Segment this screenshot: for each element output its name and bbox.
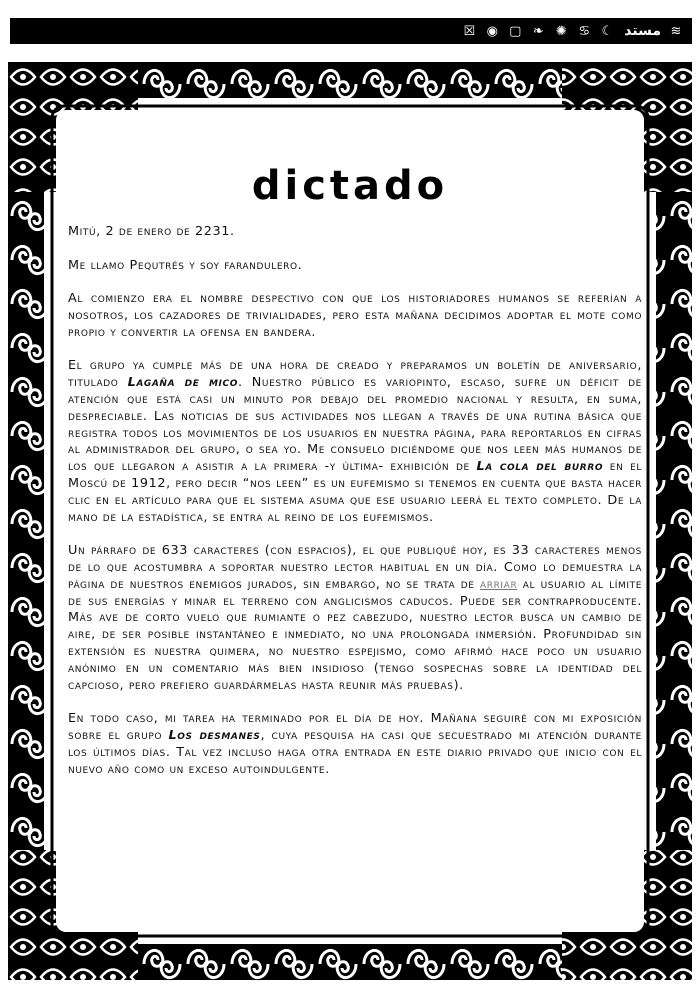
- page-title: dictado: [251, 163, 449, 209]
- arriar-link[interactable]: arriar: [479, 576, 518, 592]
- paragraph-3-text: al usuario al límite de sus energías y minar el terreno con anglicismos caducos. Puede ser contraproducente. Más ave de corto vuelo que rumiante o pez cabezudo, nuestro lector busca un cambio de aire, de ser posible instantáneo e inmediato, no una prolongada inmersión. Profundidad sin extensión es nuestra quimera, no nuestro espejismo, como afirmó hace poco un usuario anónimo en un comentario más bien insidioso (tengo sospechas sobre la identidad del capcioso, pero prefiero guardármelas hasta reunir más pruebas).: [68, 576, 642, 693]
- menu-icon[interactable]: ≋: [670, 23, 682, 39]
- date-line: Mitú, 2 de enero de 2231.: [68, 224, 235, 239]
- top-toolbar: [10, 18, 692, 44]
- paragraph-2-text: . Nuestro público es variopinto, escaso, sufre un déficit de atención que está casi un minuto por debajo del promedio nacional y resulta, en suma, despreciable. Las noticias de sus actividades nos llegan a través de una rutina básica que registra todos los movimientos de los usuarios en nuestra página, para reportarlos en cifras al administrador del grupo, o sea yo. Me consuelo diciéndome que nos leen más humanos de los que llegaron a asistir a la primera -y última- exhibición de: [68, 375, 642, 475]
- cancer-icon[interactable]: ♋: [578, 23, 591, 39]
- eye-icon[interactable]: ◉: [486, 23, 498, 39]
- page-icon[interactable]: ▢: [509, 23, 522, 39]
- bulletin-title: Lagaña de mico: [127, 375, 238, 391]
- paragraph-4: [68, 711, 642, 778]
- intro-paragraph: Me llamo Pequtrés y soy farandulero.: [68, 257, 303, 273]
- diary-entry: [68, 224, 642, 795]
- paragraph-2-text: en el Moscú de 1912, pero decir “nos leen” es un eufemismo si tenemos en cuenta que basta hacer clic en el artículo para que el sistema asuma que ese usuario leerá el texto completo. De la mano de la estadística, se entra al reino de los eufemismos.: [68, 459, 642, 525]
- moon-icon[interactable]: ☾: [601, 23, 614, 39]
- globe-icon[interactable]: ✺: [555, 23, 567, 39]
- exhibition-title: La cola del burro: [476, 459, 604, 475]
- paragraph-1: Al comienzo era el nombre despectivo con que los historiadores humanos se referían a nosotros, los cazadores de trivialidades, pero esta mañana decidimos adoptar el mote como propio y convertir la ofensa en bandera.: [68, 291, 642, 340]
- paragraph-4-text: En todo caso, mi tarea ha terminado por el día de hoy. Mañana seguiré con mi exposición sobre el grupo: [68, 711, 642, 743]
- group-name: Los desmanes: [168, 727, 261, 743]
- brand-logo[interactable]: مستد: [624, 23, 661, 39]
- close-box-icon[interactable]: ☒: [463, 23, 476, 39]
- paragraph-2-text: El grupo ya cumple más de una hora de creado y preparamos un boletín de aniversario, titulado: [68, 358, 642, 391]
- paragraph-3-text: Un párrafo de 633 caracteres (con espacios), el que publiqué hoy, es 33 caracteres menos de lo que acostumbra a soportar nuestro lector habitual en un día. Como lo demuestra la página de nuestros enemigos jurados, sin embargo, no se trata de: [68, 543, 642, 592]
- paragraph-2: [68, 358, 642, 526]
- leaf-icon[interactable]: ❧: [532, 23, 544, 39]
- paragraph-3: [68, 543, 642, 694]
- paragraph-4-text: , cuya pesquisa ha casi que secuestrado mi atención durante los últimos días. Tal vez incluso haga otra entrada en este diario privado que inicio con el nuevo año como un exceso autoindulgente.: [68, 727, 642, 777]
